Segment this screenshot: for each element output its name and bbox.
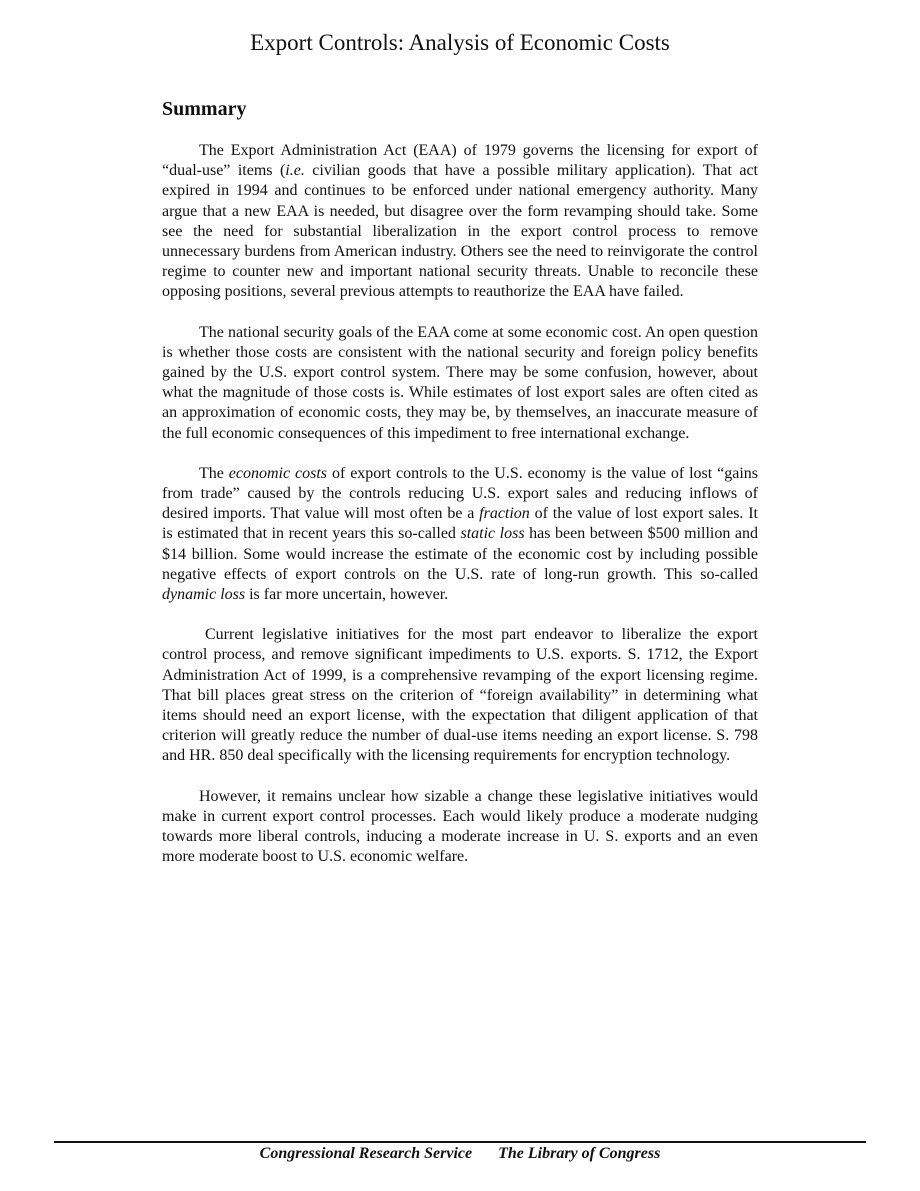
summary-paragraph-4 [162,625,758,766]
paragraph-run-italic: dynamic loss [162,586,246,604]
paragraph-run-italic: economic costs [228,464,328,482]
section-heading-summary: Summary [162,98,247,120]
footer-organization: Congressional Research Service [259,1145,473,1162]
summary-paragraph-5 [162,787,758,868]
paragraph-run: However, it remains unclear how sizable a change these legislative initiatives would make in current export control processes. Each would likely produce a moderate nudging towards more liberal controls, inducing a moderate increase in U. S. exports and an even more moderate boost to U.S. economic welfare. [162,787,758,866]
summary-paragraph-1 [162,141,758,303]
paragraph-run: Current legislative initiatives for the most part endeavor to liberalize the export control process, and remove significant impediments to U.S. exports. S. 1712, the Export Administration Act of 1999, is a comprehensive revamping of the export licensing regime. That bill places great stress on the criterion of “foreign availability” in determining what items should need an export license, with the expectation that diligent application of that criterion will greatly reduce the number of dual-use items needing an export license. S. 798 and HR. 850 deal specifically with the licensing requirements for encryption technology. [162,626,758,765]
paragraph-run: The national security goals of the EAA come at some economic cost. An open question is whether those costs are consistent with the national security and foreign policy benefits gained by the U.S. export control system. There may be some confusion, however, about what the magnitude of those costs is. While estimates of lost export sales are often cited as an approximation of economic costs, they may be, by themselves, an inaccurate measure of the full economic consequences of this impediment to free international exchange. [162,323,758,442]
paragraph-run: The Export Administration Act (EAA) of 1979 governs the licensing for export of “dual-use” items ( [162,142,758,180]
paragraph-run: has been between $500 million and $14 billion. Some would increase the estimate of the economic cost by including possible negative effects of export controls on the U.S. rate of long-run growth. This so-called [162,525,758,583]
paragraph-run: of the value of lost export sales. It is estimated that in recent years this so-called [162,505,759,543]
page-footer [0,1143,920,1165]
summary-paragraph-3 [162,464,758,605]
footer-library: The Library of Congress [498,1145,661,1162]
paragraph-run: The [199,464,229,482]
page-title: Export Controls: Analysis of Economic Costs [250,30,670,55]
paragraph-run-italic: fraction [479,505,530,523]
paragraph-run: is far more uncertain, however. [245,586,449,604]
summary-body [162,141,758,888]
paragraph-run: of export controls to the U.S. economy is the value of lost “gains from trade” caused by the controls reducing U.S. export sales and reducing inflows of desired imports. That value will most often be a [162,464,759,523]
paragraph-run-italic: static loss [460,525,525,543]
paragraph-run-italic: i.e. [285,162,305,180]
paragraph-run: civilian goods that have a possible military application). That act expired in 1994 and continues to be enforced under national emergency authority. Many argue that a new EAA is needed, but disagree over the form revamping should take. Some see the need for substantial liberalization in the export control process to remove unnecessary burdens from American industry. Others see the need to reinvigorate the control regime to counter new and important national security threats. Unable to reconcile these opposing positions, several previous attempts to reauthorize the EAA have failed. [162,162,758,301]
summary-paragraph-2 [162,323,758,444]
